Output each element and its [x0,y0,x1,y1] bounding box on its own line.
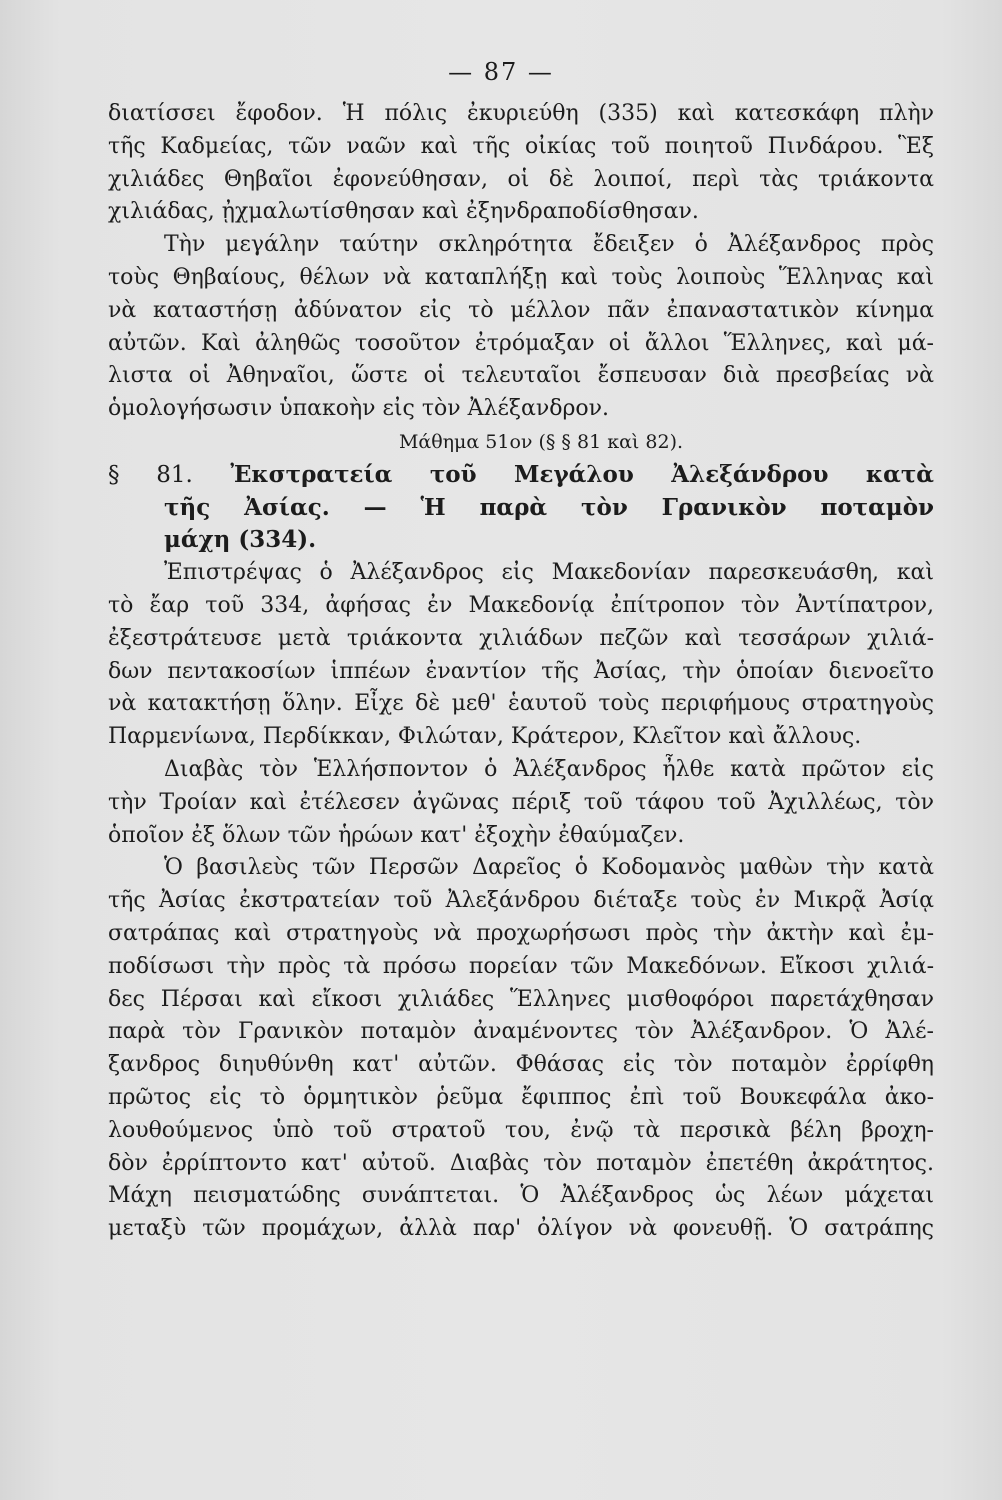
text-line: ξανδρος διηυθύνθη κατ' αὐτῶν. Φθάσας εἰς τὸν ποταμὸν ἐρρίφθη [108,1052,934,1078]
section-heading-line: τῆς Ἀσίας. — Ἡ παρὰ τὸν Γρανικὸν ποταμὸν [164,493,934,521]
section-number: § 81. [108,461,193,488]
page-text [108,98,934,1246]
text-line: σατράπας καὶ στρατηγοὺς νὰ προχωρήσωσι πρὸς τὴν ἀκτὴν καὶ ἐμ- [108,920,934,946]
text-line: Τὴν μεγάλην ταύτην σκληρότητα ἔδειξεν ὁ Ἀλέξανδρος πρὸς [164,232,934,258]
text-line: λιστα οἱ Ἀθηναῖοι, ὥστε οἱ τελευταῖοι ἔσπευσαν διὰ πρεσβείας νὰ [108,363,934,389]
text-line: αὐτῶν. Καὶ ἀληθῶς τοσοῦτον ἐτρόμαξαν οἱ ἄλλοι Ἕλληνες, καὶ μά- [108,330,934,356]
text-line: δὸν ἐρρίπτοντο κατ' αὐτοῦ. Διαβὰς τὸν ποταμὸν ἐπετέθη ἀκράτητος. [108,1150,934,1176]
text-line: τὸ ἔαρ τοῦ 334, ἀφήσας ἐν Μακεδονίᾳ ἐπίτροπον τὸν Ἀντίπατρον, [108,592,934,618]
text-line: χιλιάδας, ᾐχμαλωτίσθησαν καὶ ἐξηνδραποδίσθησαν. [108,199,699,225]
text-line: ποδίσωσι τὴν πρὸς τὰ πρόσω πορείαν τῶν Μακεδόνων. Εἴκοσι χιλιά- [108,953,934,979]
text-line: τῆς Ἀσίας ἐκστρατείαν τοῦ Ἀλεξάνδρου διέταξε τοὺς ἐν Μικρᾷ Ἀσίᾳ [108,888,934,914]
text-line: Ὁ βασιλεὺς τῶν Περσῶν Δαρεῖος ὁ Κοδομανὸς μαθὼν τὴν κατὰ [164,855,934,881]
text-line: ὁμολογήσωσιν ὑπακοὴν εἰς τὸν Ἀλέξανδρον. [108,396,609,422]
text-line: διατίσσει ἔφοδον. Ἡ πόλις ἐκυριεύθη (335) καὶ κατεσκάφη πλὴν [108,101,934,126]
text-line: δων πεντακοσίων ἱππέων ἐναντίον τῆς Ἀσίας, τὴν ὁποίαν διενοεῖτο [108,658,934,684]
text-line: λουθούμενος ὑπὸ τοῦ στρατοῦ του, ἐνῷ τὰ περσικὰ βέλη βροχη- [108,1117,934,1143]
text-line: Ἐπιστρέψας ὁ Ἀλέξανδρος εἰς Μακεδονίαν παρεσκευάσθη, καὶ [164,560,934,586]
text-line: Παρμενίωνα, Περδίκκαν, Φιλώταν, Κράτερον, Κλεῖτον καὶ ἄλλους. [108,724,862,750]
text-line: πρῶτος εἰς τὸ ὁρμητικὸν ῥεῦμα ἔφιππος ἐπὶ τοῦ Βουκεφάλα ἀκο- [108,1084,934,1110]
text-line: νὰ κατακτήσῃ ὅλην. Εἶχε δὲ μεθ' ἑαυτοῦ τοὺς περιφήμους στρατηγοὺς [108,691,934,717]
text-line: τῆς Καδμείας, τῶν ναῶν καὶ τῆς οἰκίας τοῦ ποιητοῦ Πινδάρου. Ἓξ [108,133,934,159]
section-heading-line: μάχη (334). [164,526,317,554]
text-line: τοὺς Θηβαίους, θέλων νὰ καταπλήξῃ καὶ τοὺς λοιποὺς Ἕλληνας καὶ [108,264,934,290]
section-title-part: Ἐκστρατεία τοῦ Μεγάλου Ἀλεξάνδρου κατὰ [230,460,934,488]
text-line: ἐξεστράτευσε μετὰ τριάκοντα χιλιάδων πεζῶν καὶ τεσσάρων χιλιά- [108,625,934,651]
page-number: — 87 — [448,58,554,86]
text-line: Διαβὰς τὸν Ἑλλήσποντον ὁ Ἀλέξανδρος ἦλθε κατὰ πρῶτον εἰς [164,756,934,782]
text-line: Μάχη πεισματώδης συνάπτεται. Ὁ Ἀλέξανδρος ὡς λέων μάχεται [108,1183,934,1209]
text-line: μεταξὺ τῶν προμάχων, ἀλλὰ παρ' ὀλίγον νὰ φονευθῇ. Ὁ σατράπης [108,1216,934,1242]
text-line: παρὰ τὸν Γρανικὸν ποταμὸν ἀναμένοντες τὸν Ἀλέξανδρον. Ὁ Ἀλέ- [108,1019,934,1045]
text-line: ὁποῖον ἐξ ὅλων τῶν ἡρώων κατ' ἐξοχὴν ἐθαύμαζεν. [108,822,685,848]
text-line: χιλιάδες Θηβαῖοι ἐφονεύθησαν, οἱ δὲ λοιποί, περὶ τὰς τριάκοντα [108,166,934,192]
text-line: τὴν Τροίαν καὶ ἐτέλεσεν ἀγῶνας πέριξ τοῦ τάφου τοῦ Ἀχιλλέως, τὸν [108,789,934,815]
text-line: νὰ καταστήσῃ ἀδύνατον εἰς τὸ μέλλον πᾶν ἐπαναστατικὸν κίνημα [108,297,934,323]
text-line: δες Πέρσαι καὶ εἴκοσι χιλιάδες Ἕλληνες μισθοφόροι παρετάχθησαν [108,986,934,1012]
section-heading-line [108,459,934,492]
lesson-reference: Μάθημα 51ον (§ § 81 καὶ 82). [398,430,684,453]
